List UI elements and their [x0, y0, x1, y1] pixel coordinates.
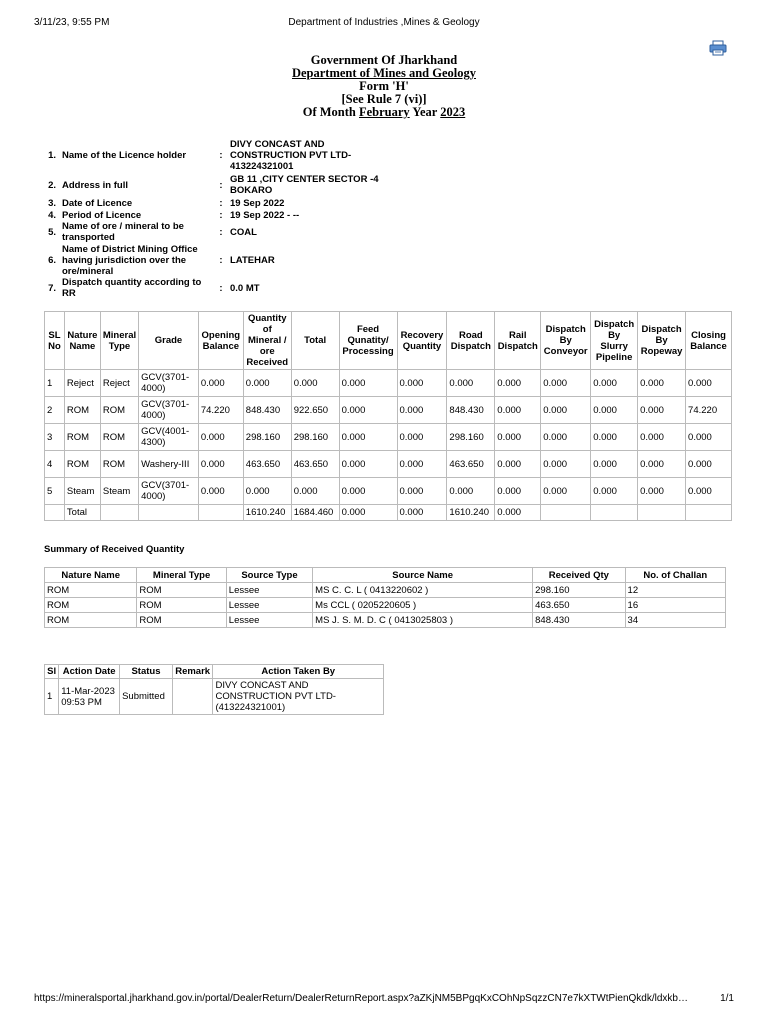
- mineral-cell: 0.000: [397, 424, 447, 451]
- mineral-cell: 0.000: [291, 370, 339, 397]
- info-label: Address in full: [62, 179, 128, 191]
- mineral-column-header: Grade: [139, 312, 199, 370]
- mineral-cell: 74.220: [686, 397, 732, 424]
- summary-cell: 16: [625, 598, 725, 613]
- mineral-cell: GCV(4001-4300): [139, 424, 199, 451]
- info-row: [40, 137, 392, 173]
- mineral-cell: 298.160: [243, 424, 291, 451]
- mineral-cell: 0.000: [686, 370, 732, 397]
- info-separator: :: [219, 209, 223, 221]
- summary-cell: MS J. S. M. D. C ( 0413025803 ): [313, 613, 533, 628]
- summary-column-header: Nature Name: [45, 568, 137, 583]
- mineral-row: [45, 397, 732, 424]
- mineral-cell: 5: [45, 478, 65, 505]
- info-value: 19 Sep 2022 - --: [230, 209, 300, 221]
- mineral-cell: ROM: [64, 451, 100, 478]
- mineral-cell: 0.000: [243, 478, 291, 505]
- licence-info-table: [40, 137, 392, 299]
- rule-reference: [See Rule 7 (vi)]: [341, 92, 427, 106]
- government-title: Government Of Jharkhand: [310, 53, 458, 67]
- report-month: February: [359, 105, 410, 119]
- mineral-total-cell: [45, 505, 65, 521]
- mineral-cell: 0.000: [397, 370, 447, 397]
- action-table-body: [45, 679, 384, 715]
- mineral-total-cell: [139, 505, 199, 521]
- month-year-line: [0, 106, 768, 119]
- info-number: 7.: [48, 282, 56, 294]
- mineral-column-header: Rail Dispatch: [495, 312, 541, 370]
- summary-cell: ROM: [45, 613, 137, 628]
- mineral-cell: 2: [45, 397, 65, 424]
- summary-cell: 463.650: [533, 598, 625, 613]
- mineral-row: [45, 478, 732, 505]
- info-label: Date of Licence: [62, 197, 133, 209]
- action-header-row: [45, 665, 384, 679]
- mineral-cell: 0.000: [495, 424, 541, 451]
- mineral-cell: GCV(3701-4000): [139, 370, 199, 397]
- info-row: [40, 221, 392, 243]
- mineral-total-cell: [541, 505, 591, 521]
- mineral-cell: ROM: [100, 424, 138, 451]
- mineral-cell: 0.000: [198, 424, 243, 451]
- mineral-cell: 0.000: [495, 451, 541, 478]
- print-page-title: Department of Industries ,Mines & Geology: [288, 17, 480, 28]
- mineral-cell: 0.000: [638, 478, 686, 505]
- page-url: https://mineralsportal.jharkhand.gov.in/portal/DealerReturn/DealerReturnReport.aspx?aZKjNM5BPgqKxCOhNpSqzzCN7e7kXTWtPienQkdk/ldxkb…: [34, 993, 688, 1004]
- info-value: 19 Sep 2022: [230, 197, 285, 209]
- action-column-header: Action Date: [59, 665, 120, 679]
- summary-table-body: [45, 583, 726, 628]
- mineral-cell: 0.000: [591, 397, 638, 424]
- mineral-total-cell: [591, 505, 638, 521]
- mineral-total-cell: 1610.240: [447, 505, 495, 521]
- summary-title: Summary of Received Quantity: [44, 544, 185, 555]
- summary-cell: ROM: [137, 583, 226, 598]
- mineral-cell: 0.000: [198, 370, 243, 397]
- action-cell: 1: [45, 679, 59, 715]
- mineral-cell: 0.000: [339, 397, 397, 424]
- mineral-column-header: Dispatch By Slurry Pipeline: [591, 312, 638, 370]
- mineral-cell: 4: [45, 451, 65, 478]
- mineral-total-row: [45, 505, 732, 521]
- department-title: Department of Mines and Geology: [291, 66, 476, 80]
- info-number: 4.: [48, 209, 56, 221]
- mineral-cell: 463.650: [447, 451, 495, 478]
- mineral-total-cell: Total: [64, 505, 100, 521]
- summary-cell: ROM: [137, 613, 226, 628]
- summary-column-header: Source Name: [313, 568, 533, 583]
- mineral-cell: 0.000: [495, 370, 541, 397]
- mineral-cell: 0.000: [198, 478, 243, 505]
- info-separator: :: [219, 197, 223, 209]
- page-number: 1/1: [720, 993, 734, 1004]
- year-prefix: Year: [412, 105, 438, 119]
- summary-header-row: [45, 568, 726, 583]
- print-header: [34, 17, 734, 31]
- info-label: Name of the Licence holder: [62, 149, 187, 161]
- info-separator: :: [219, 226, 223, 238]
- mineral-total-cell: 1684.460: [291, 505, 339, 521]
- mineral-column-header: Total: [291, 312, 339, 370]
- summary-column-header: No. of Challan: [625, 568, 725, 583]
- mineral-cell: 0.000: [686, 451, 732, 478]
- info-number: 1.: [48, 149, 56, 161]
- action-cell: Submitted: [120, 679, 173, 715]
- mineral-column-header: Recovery Quantity: [397, 312, 447, 370]
- mineral-total-cell: 0.000: [339, 505, 397, 521]
- summary-cell: Ms CCL ( 0205220605 ): [313, 598, 533, 613]
- mineral-return-table: [44, 311, 732, 521]
- mineral-cell: 74.220: [198, 397, 243, 424]
- mineral-cell: 3: [45, 424, 65, 451]
- info-separator: :: [219, 179, 223, 191]
- mineral-cell: 0.000: [638, 370, 686, 397]
- summary-column-header: Mineral Type: [137, 568, 226, 583]
- info-separator: :: [219, 282, 223, 294]
- summary-cell: 34: [625, 613, 725, 628]
- mineral-cell: ROM: [64, 397, 100, 424]
- info-label: Period of Licence: [62, 209, 142, 221]
- mineral-cell: GCV(3701-4000): [139, 478, 199, 505]
- mineral-total-cell: 0.000: [495, 505, 541, 521]
- form-title-block: [0, 54, 768, 119]
- month-prefix: Of Month: [302, 105, 356, 119]
- mineral-row: [45, 451, 732, 478]
- summary-cell: Lessee: [226, 583, 312, 598]
- mineral-cell: 0.000: [339, 370, 397, 397]
- mineral-cell: 0.000: [541, 478, 591, 505]
- mineral-cell: 922.650: [291, 397, 339, 424]
- mineral-cell: 0.000: [447, 370, 495, 397]
- mineral-cell: 0.000: [291, 478, 339, 505]
- mineral-cell: 0.000: [397, 397, 447, 424]
- action-column-header: Status: [120, 665, 173, 679]
- mineral-cell: 463.650: [243, 451, 291, 478]
- mineral-total-cell: 0.000: [397, 505, 447, 521]
- action-cell: 11-Mar-2023 09:53 PM: [59, 679, 120, 715]
- mineral-row: [45, 424, 732, 451]
- info-value: COAL: [230, 226, 257, 238]
- summary-cell: ROM: [45, 598, 137, 613]
- mineral-cell: 0.000: [591, 478, 638, 505]
- mineral-cell: 0.000: [686, 424, 732, 451]
- mineral-total-cell: [198, 505, 243, 521]
- summary-column-header: Source Type: [226, 568, 312, 583]
- mineral-cell: 0.000: [339, 478, 397, 505]
- mineral-cell: 848.430: [447, 397, 495, 424]
- summary-cell: ROM: [45, 583, 137, 598]
- mineral-cell: ROM: [100, 397, 138, 424]
- print-timestamp: 3/11/23, 9:55 PM: [34, 17, 110, 28]
- info-number: 2.: [48, 179, 56, 191]
- mineral-cell: 463.650: [291, 451, 339, 478]
- mineral-cell: 0.000: [495, 397, 541, 424]
- summary-row: [45, 598, 726, 613]
- form-name: Form 'H': [359, 79, 409, 93]
- mineral-column-header: Quantity of Mineral / ore Received: [243, 312, 291, 370]
- report-year: 2023: [440, 105, 466, 119]
- mineral-column-header: Mineral Type: [100, 312, 138, 370]
- mineral-cell: 298.160: [291, 424, 339, 451]
- mineral-cell: ROM: [64, 424, 100, 451]
- mineral-cell: 848.430: [243, 397, 291, 424]
- mineral-cell: 0.000: [243, 370, 291, 397]
- mineral-column-header: Closing Balance: [686, 312, 732, 370]
- mineral-cell: 0.000: [591, 424, 638, 451]
- mineral-cell: 0.000: [339, 424, 397, 451]
- mineral-cell: 0.000: [591, 451, 638, 478]
- main-table-body: [45, 370, 732, 521]
- info-row: [40, 209, 392, 221]
- info-separator: :: [219, 254, 223, 266]
- mineral-cell: 0.000: [541, 397, 591, 424]
- mineral-cell: 0.000: [638, 397, 686, 424]
- info-value: DIVY CONCAST AND CONSTRUCTION PVT LTD-413224321001: [230, 138, 352, 172]
- mineral-column-header: Dispatch By Ropeway: [638, 312, 686, 370]
- action-column-header: Action Taken By: [213, 665, 384, 679]
- summary-column-header: Received Qty: [533, 568, 625, 583]
- mineral-cell: 1: [45, 370, 65, 397]
- mineral-cell: 0.000: [686, 478, 732, 505]
- mineral-cell: ROM: [100, 451, 138, 478]
- info-row: [40, 277, 392, 299]
- mineral-cell: GCV(3701-4000): [139, 397, 199, 424]
- summary-cell: Lessee: [226, 613, 312, 628]
- summary-row: [45, 583, 726, 598]
- info-row: [40, 173, 392, 197]
- mineral-cell: Steam: [100, 478, 138, 505]
- summary-cell: 12: [625, 583, 725, 598]
- mineral-cell: Reject: [64, 370, 100, 397]
- summary-cell: 298.160: [533, 583, 625, 598]
- info-label: Name of District Mining Office having jurisdiction over the ore/mineral: [62, 243, 198, 277]
- mineral-cell: 0.000: [638, 451, 686, 478]
- mineral-cell: 0.000: [198, 451, 243, 478]
- mineral-cell: 0.000: [591, 370, 638, 397]
- info-value: LATEHAR: [230, 254, 275, 266]
- action-cell: DIVY CONCAST AND CONSTRUCTION PVT LTD-(413224321001): [213, 679, 384, 715]
- mineral-cell: 0.000: [541, 424, 591, 451]
- mineral-cell: Washery-III: [139, 451, 199, 478]
- action-history-table: [44, 664, 384, 715]
- info-value: 0.0 MT: [230, 282, 260, 294]
- mineral-total-cell: [100, 505, 138, 521]
- info-value: GB 11 ,CITY CENTER SECTOR -4 BOKARO: [230, 174, 379, 196]
- summary-cell: ROM: [137, 598, 226, 613]
- mineral-column-header: SL No: [45, 312, 65, 370]
- mineral-cell: 0.000: [638, 424, 686, 451]
- mineral-total-cell: [638, 505, 686, 521]
- info-number: 3.: [48, 197, 56, 209]
- info-number: 5.: [48, 226, 56, 238]
- mineral-cell: 0.000: [397, 478, 447, 505]
- summary-cell: Lessee: [226, 598, 312, 613]
- action-column-header: Sl: [45, 665, 59, 679]
- mineral-cell: 0.000: [397, 451, 447, 478]
- action-column-header: Remark: [172, 665, 213, 679]
- info-label: Name of ore / mineral to be transported: [62, 221, 184, 243]
- mineral-column-header: Feed Qunatity/ Processing: [339, 312, 397, 370]
- mineral-cell: 0.000: [447, 478, 495, 505]
- mineral-total-cell: [686, 505, 732, 521]
- main-header-row: [45, 312, 732, 370]
- info-number: 6.: [48, 254, 56, 266]
- mineral-cell: 0.000: [495, 478, 541, 505]
- mineral-cell: 0.000: [339, 451, 397, 478]
- mineral-cell: 0.000: [541, 451, 591, 478]
- info-row: [40, 197, 392, 209]
- mineral-column-header: Road Dispatch: [447, 312, 495, 370]
- info-label: Dispatch quantity according to RR: [62, 277, 202, 299]
- info-separator: :: [219, 149, 223, 161]
- mineral-cell: Reject: [100, 370, 138, 397]
- print-footer: [34, 993, 734, 1007]
- action-row: [45, 679, 384, 715]
- mineral-cell: Steam: [64, 478, 100, 505]
- info-row: [40, 243, 392, 277]
- summary-cell: 848.430: [533, 613, 625, 628]
- summary-table: [44, 567, 726, 628]
- mineral-column-header: Opening Balance: [198, 312, 243, 370]
- mineral-column-header: Dispatch By Conveyor: [541, 312, 591, 370]
- mineral-cell: 0.000: [541, 370, 591, 397]
- summary-row: [45, 613, 726, 628]
- mineral-column-header: Nature Name: [64, 312, 100, 370]
- summary-cell: MS C. C. L ( 0413220602 ): [313, 583, 533, 598]
- mineral-total-cell: 1610.240: [243, 505, 291, 521]
- mineral-row: [45, 370, 732, 397]
- mineral-cell: 298.160: [447, 424, 495, 451]
- action-cell: [172, 679, 213, 715]
